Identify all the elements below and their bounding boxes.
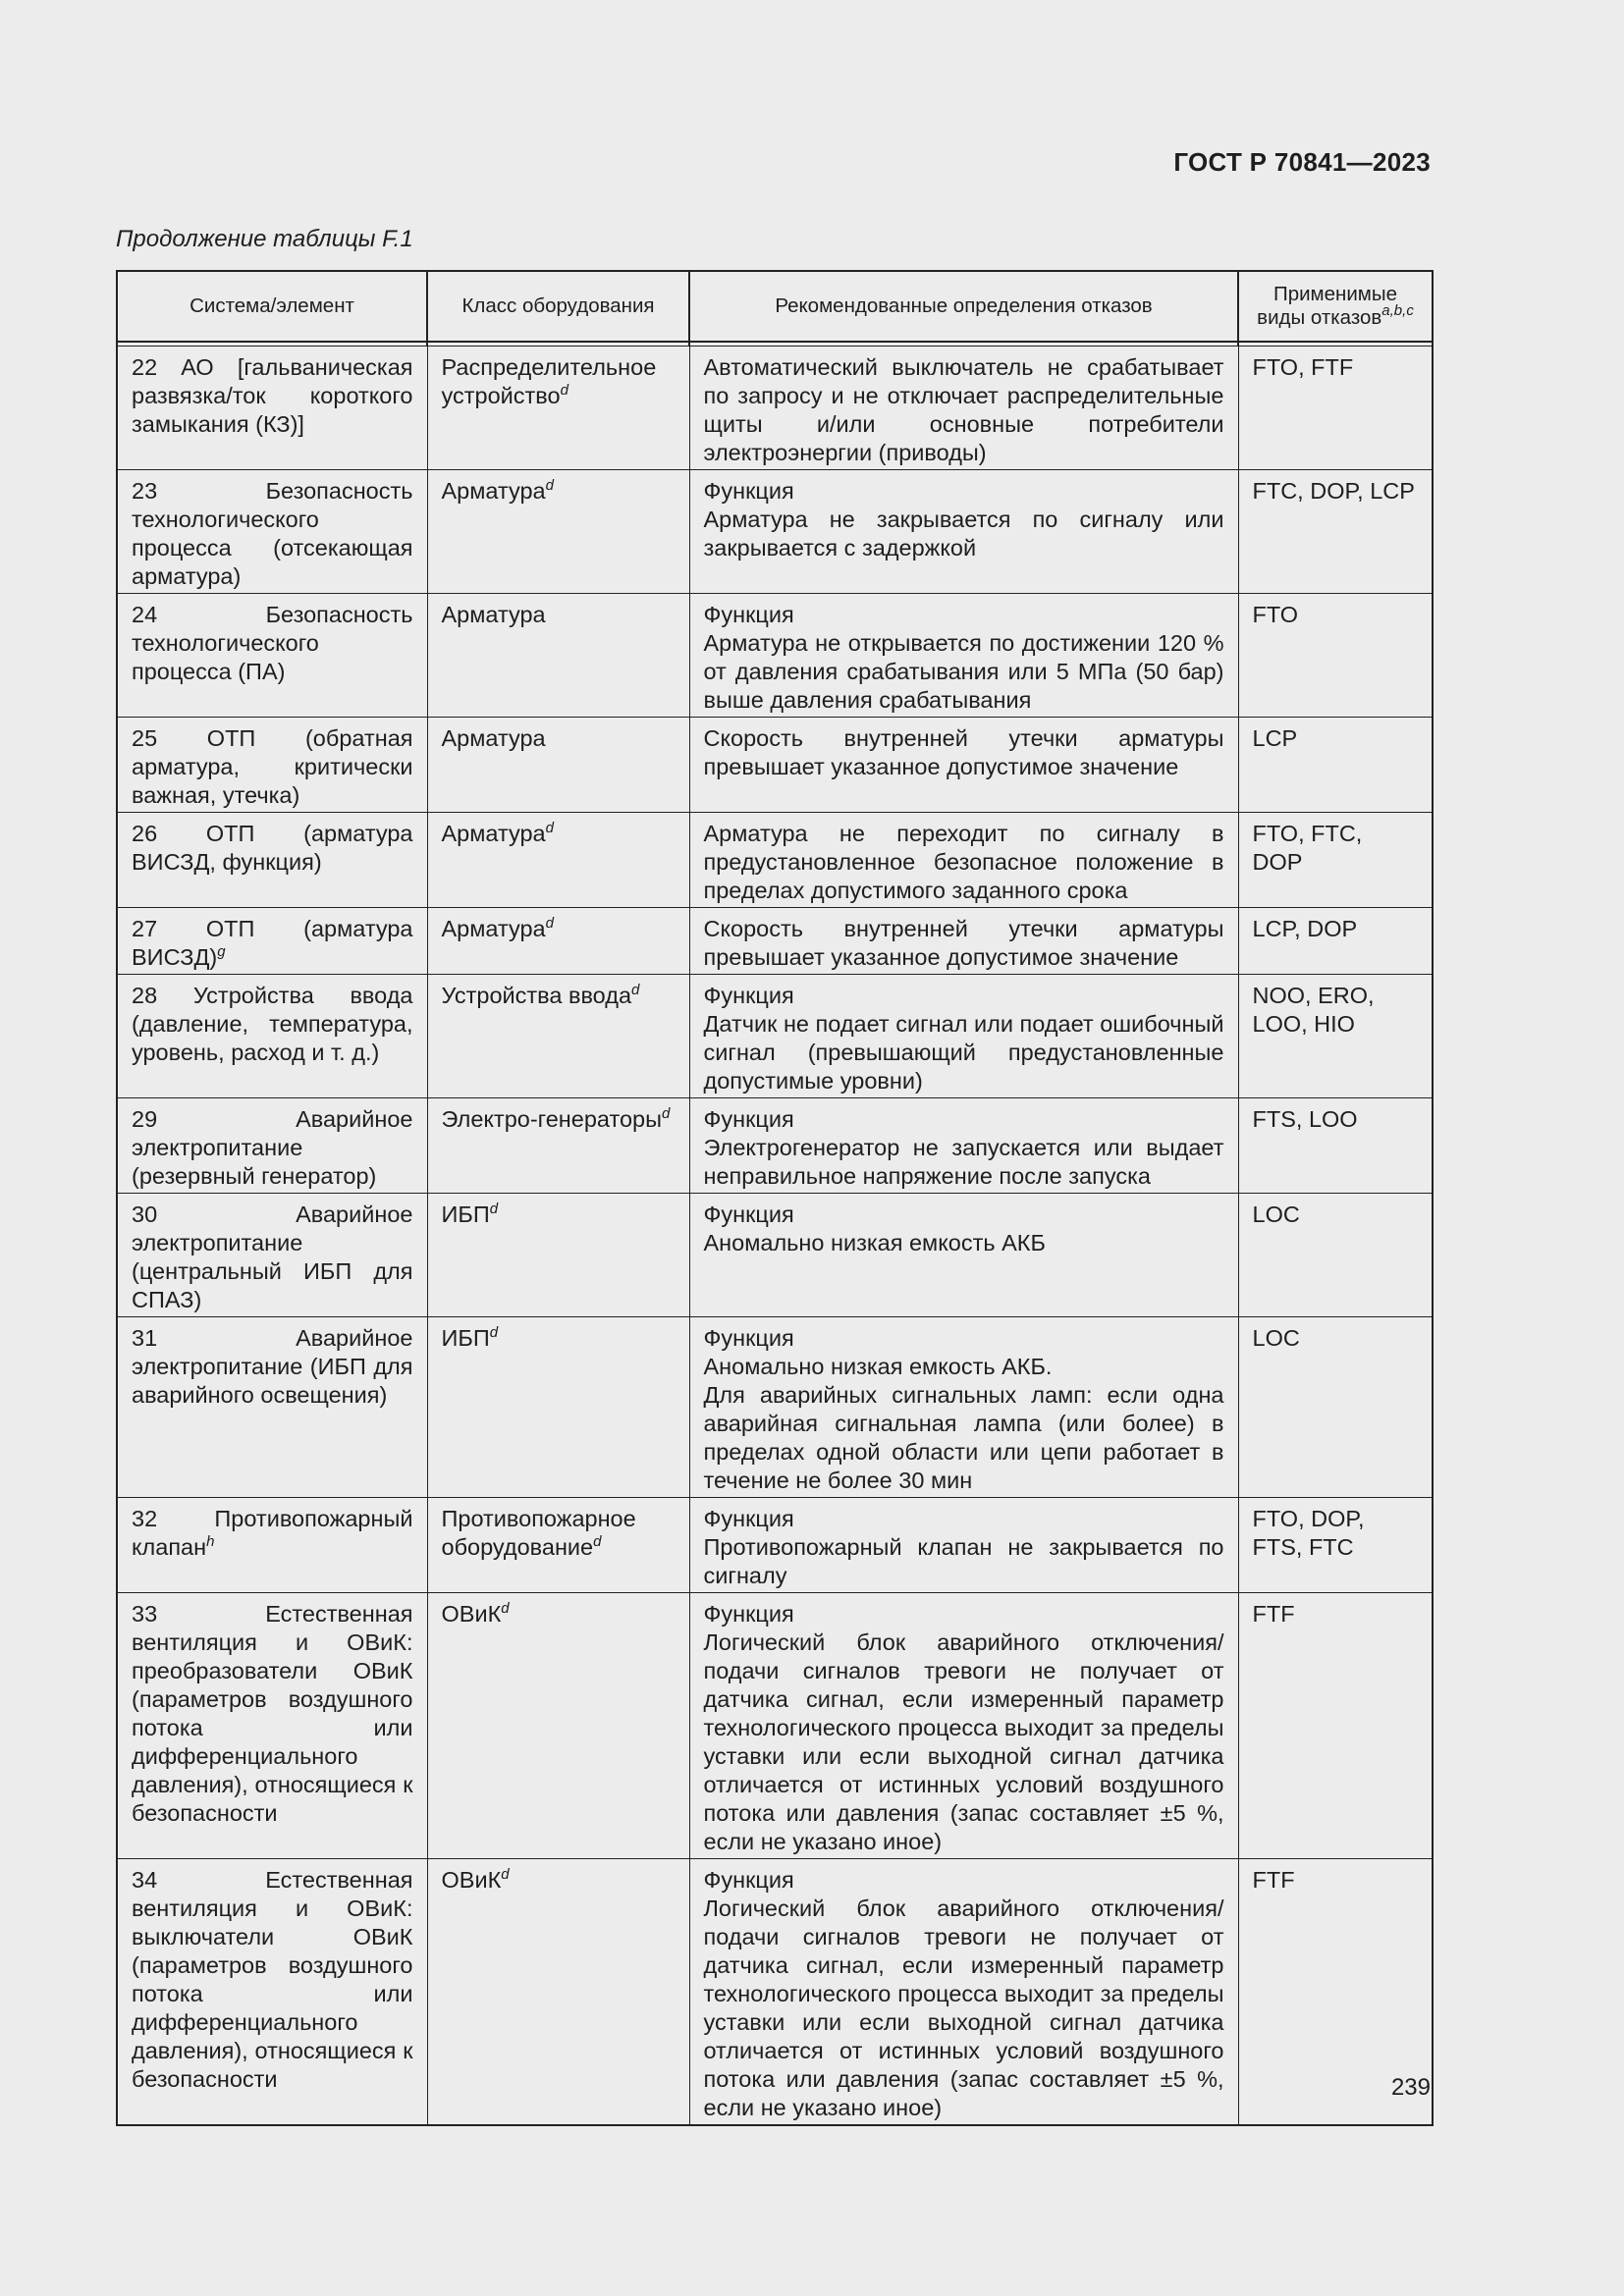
cell-equipment-class: Противопожарное оборудование$^d$ bbox=[427, 1498, 689, 1593]
function-label: Функция bbox=[703, 1867, 794, 1893]
table-row bbox=[117, 470, 1433, 594]
cell-definition bbox=[689, 1859, 1238, 2126]
failure-definitions-table bbox=[116, 270, 1434, 2126]
table-body bbox=[117, 347, 1433, 2126]
table-row bbox=[117, 1317, 1433, 1498]
definition-text: Противопожарный клапан не закрывается по сигналу bbox=[703, 1534, 1224, 1588]
cell-equipment-class: Арматура bbox=[427, 594, 689, 718]
table-row bbox=[117, 347, 1433, 470]
cell-definition bbox=[689, 1194, 1238, 1317]
cell-definition bbox=[689, 1317, 1238, 1498]
cell-failure-modes: LCP, DOP bbox=[1238, 908, 1433, 975]
cell-equipment-class: Электро-генераторы$^d$ bbox=[427, 1098, 689, 1194]
cell-equipment-class: ОВиК$^d$ bbox=[427, 1859, 689, 2126]
cell-equipment-class: ИБП$^d$ bbox=[427, 1194, 689, 1317]
col-header-failure-modes: Применимые виды отказов$^{a,b,c}$ bbox=[1238, 271, 1433, 342]
function-label: Функция bbox=[703, 1506, 794, 1531]
cell-equipment-class: ОВиК$^d$ bbox=[427, 1593, 689, 1859]
table-row bbox=[117, 908, 1433, 975]
function-label: Функция bbox=[703, 1601, 794, 1627]
definition-text: Аномально низкая емкость АКБ. bbox=[703, 1354, 1053, 1379]
table-row bbox=[117, 594, 1433, 718]
cell-equipment-class: Распределительное устройство$^d$ bbox=[427, 347, 689, 470]
cell-definition bbox=[689, 594, 1238, 718]
definition-text: Аномально низкая емкость АКБ bbox=[703, 1230, 1046, 1255]
definition-text: Скорость внутренней утечки арматуры превышает указанное допустимое значение bbox=[703, 725, 1224, 779]
col-header-system: Система/элемент bbox=[117, 271, 427, 342]
table-row bbox=[117, 1194, 1433, 1317]
page-number: 239 bbox=[1390, 2074, 1431, 2101]
cell-failure-modes: FTO, FTC, DOP bbox=[1238, 813, 1433, 908]
cell-failure-modes: FTS, LOO bbox=[1238, 1098, 1433, 1194]
cell-equipment-class: Арматура$^d$ bbox=[427, 470, 689, 594]
cell-system: 28 Устройства ввода (давление, температура, уровень, расход и т. д.) bbox=[117, 975, 427, 1098]
definition-text: Арматура не переходит по сигналу в предустановленное безопасное положение в пределах допустимого заданного срока bbox=[703, 821, 1224, 903]
cell-system: 31 Аварийное электропитание (ИБП для аварийного освещения) bbox=[117, 1317, 427, 1498]
cell-system: 33 Естественная вентиляция и ОВиК: преобразователи ОВиК (параметров воздушного потока или дифференциального давления), относящиеся к безопасности bbox=[117, 1593, 427, 1859]
cell-failure-modes: FTO, DOP, FTS, FTC bbox=[1238, 1498, 1433, 1593]
cell-system: 22 АО [гальваническая развязка/ток короткого замыкания (КЗ)] bbox=[117, 347, 427, 470]
cell-failure-modes: FTO, FTF bbox=[1238, 347, 1433, 470]
cell-equipment-class: Устройства ввода$^d$ bbox=[427, 975, 689, 1098]
table-header bbox=[117, 271, 1433, 347]
cell-failure-modes: FTF bbox=[1238, 1593, 1433, 1859]
table-row bbox=[117, 1593, 1433, 1859]
cell-system: 26 ОТП (арматура ВИСЗД, функция) bbox=[117, 813, 427, 908]
table-row bbox=[117, 813, 1433, 908]
cell-failure-modes: LOC bbox=[1238, 1194, 1433, 1317]
definition-text: Скорость внутренней утечки арматуры превышает указанное допустимое значение bbox=[703, 916, 1224, 970]
cell-system: 27 ОТП (арматура ВИСЗД)$^g$ bbox=[117, 908, 427, 975]
col-header-equipment-class: Класс оборудования bbox=[427, 271, 689, 342]
table-row bbox=[117, 975, 1433, 1098]
cell-equipment-class: ИБП$^d$ bbox=[427, 1317, 689, 1498]
table-row bbox=[117, 1498, 1433, 1593]
table-caption: Продолжение таблицы F.1 bbox=[116, 226, 413, 252]
cell-definition bbox=[689, 975, 1238, 1098]
definition-text: Арматура не открывается по достижении 120 % от давления срабатывания или 5 МПа (50 бар) выше давления срабатывания bbox=[703, 630, 1224, 713]
cell-failure-modes: LCP bbox=[1238, 718, 1433, 813]
definition-text: Для аварийных сигнальных ламп: если одна аварийная сигнальная лампа (или более) в пределах одной области или цепи работает в течение не более 30 мин bbox=[703, 1382, 1224, 1493]
col-header-definitions: Рекомендованные определения отказов bbox=[689, 271, 1238, 342]
cell-definition bbox=[689, 1498, 1238, 1593]
cell-system: 32 Противопожарный клапан$^h$ bbox=[117, 1498, 427, 1593]
definition-text: Логический блок аварийного отключения/подачи сигналов тревоги не получает от датчика сигнал, если измеренный параметр технологического процесса выходит за пределы уставки или если выходной сигнал датчика отличается от истинных условий воздушного потока или давления (запас составляет ±5 %, если не указано иное) bbox=[703, 1629, 1224, 1854]
definition-text: Автоматический выключатель не срабатывает по запросу и не отключает распределительные щиты и/или основные потребители электроэнергии (приводы) bbox=[703, 354, 1224, 465]
cell-definition bbox=[689, 718, 1238, 813]
cell-definition bbox=[689, 1593, 1238, 1859]
cell-failure-modes: FTO bbox=[1238, 594, 1433, 718]
definition-text: Электрогенератор не запускается или выдает неправильное напряжение после запуска bbox=[703, 1135, 1224, 1189]
function-label: Функция bbox=[703, 1201, 794, 1227]
cell-system: 30 Аварийное электропитание (центральный ИБП для СПАЗ) bbox=[117, 1194, 427, 1317]
cell-failure-modes: LOC bbox=[1238, 1317, 1433, 1498]
cell-system: 29 Аварийное электропитание (резервный генератор) bbox=[117, 1098, 427, 1194]
cell-failure-modes: FTF bbox=[1238, 1859, 1433, 2126]
cell-system: 34 Естественная вентиляция и ОВиК: выключатели ОВиК (параметров воздушного потока или дифференциального давления), относящиеся к безопасности bbox=[117, 1859, 427, 2126]
function-label: Функция bbox=[703, 1325, 794, 1351]
function-label: Функция bbox=[703, 602, 794, 627]
function-label: Функция bbox=[703, 983, 794, 1008]
cell-failure-modes: NOO, ERO, LOO, HIO bbox=[1238, 975, 1433, 1098]
cell-definition bbox=[689, 908, 1238, 975]
document-code: ГОСТ Р 70841—2023 bbox=[1173, 147, 1431, 177]
cell-failure-modes: FTC, DOP, LCP bbox=[1238, 470, 1433, 594]
definition-text: Логический блок аварийного отключения/подачи сигналов тревоги не получает от датчика сигнал, если измеренный параметр технологического процесса выходит за пределы уставки или если выходной сигнал датчика отличается от истинных условий воздушного потока или давления (запас составляет ±5 %, если не указано иное) bbox=[703, 1896, 1224, 2120]
cell-system: 24 Безопасность технологического процесса (ПА) bbox=[117, 594, 427, 718]
cell-system: 23 Безопасность технологического процесса (отсекающая арматура) bbox=[117, 470, 427, 594]
definition-text: Датчик не подает сигнал или подает ошибочный сигнал (превышающий предустановленные допустимые уровни) bbox=[703, 1011, 1224, 1094]
table-row bbox=[117, 1859, 1433, 2126]
cell-definition bbox=[689, 470, 1238, 594]
function-label: Функция bbox=[703, 478, 794, 504]
function-label: Функция bbox=[703, 1106, 794, 1132]
cell-definition bbox=[689, 1098, 1238, 1194]
table-row bbox=[117, 718, 1433, 813]
cell-definition bbox=[689, 347, 1238, 470]
cell-equipment-class: Арматура$^d$ bbox=[427, 908, 689, 975]
cell-definition bbox=[689, 813, 1238, 908]
table-row bbox=[117, 1098, 1433, 1194]
cell-equipment-class: Арматура$^d$ bbox=[427, 813, 689, 908]
definition-text: Арматура не закрывается по сигналу или закрывается с задержкой bbox=[703, 507, 1224, 561]
cell-system: 25 ОТП (обратная арматура, критически важная, утечка) bbox=[117, 718, 427, 813]
cell-equipment-class: Арматура bbox=[427, 718, 689, 813]
